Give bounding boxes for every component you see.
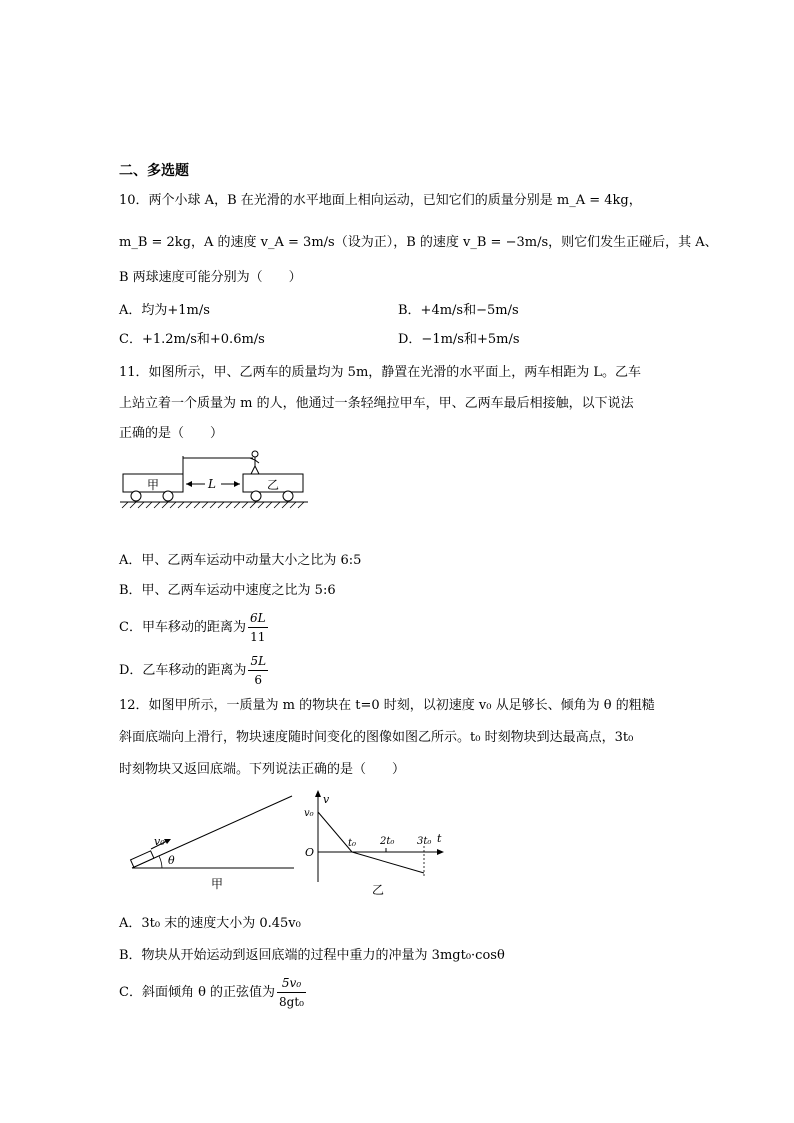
up-slope-line (318, 812, 352, 852)
x-axis-label: t (437, 832, 442, 845)
x-axis-arrow (437, 849, 444, 855)
v0-label: v₀ (154, 835, 165, 848)
q11-option-a[interactable]: A．甲、乙两车运动中动量大小之比为 6:5 (119, 553, 362, 568)
fraction-numerator: 5v₀ (277, 974, 306, 993)
q11-carts-figure (118, 448, 318, 516)
fraction-denominator: 6 (254, 673, 263, 687)
v0-tick-label: v₀ (304, 808, 314, 819)
q12-line3: 时刻物块又返回底端。下列说法正确的是（ ） (119, 762, 406, 777)
q12-vt-graph (300, 788, 450, 900)
q11-option-d[interactable] (119, 652, 268, 689)
q10-line1: 10．两个小球 A，B 在光滑的水平地面上相向运动，已知它们的质量分别是 m_A = 4kg， (119, 193, 642, 208)
cart-left-wheel-1 (131, 491, 141, 501)
arrow-right-head (234, 481, 240, 487)
q10-option-c[interactable]: C．+1.2m/s和+0.6m/s (119, 332, 265, 347)
q12-option-c-text: C．斜面倾角 θ 的正弦值为 (119, 985, 276, 1000)
fraction-numerator: 6L (248, 609, 268, 628)
y-axis-arrow (315, 790, 321, 797)
q12-option-c-fraction (277, 974, 306, 1011)
section-title: 二、多选题 (119, 163, 189, 179)
incline-slope (132, 796, 292, 868)
cart-left-wheel-2 (163, 491, 173, 501)
ground-hatch (122, 502, 304, 508)
q10-option-d[interactable]: D．−1m/s和+5m/s (398, 332, 520, 347)
cart-right-wheel-1 (251, 491, 261, 501)
q11-option-d-text: D．乙车移动的距离为 (119, 663, 247, 678)
theta-label: θ (168, 854, 175, 867)
2t0-tick-label: 2t₀ (380, 836, 395, 847)
down-slope-line (352, 852, 424, 873)
cart-left-label: 甲 (147, 478, 160, 492)
person-head (252, 451, 258, 457)
incline-block (131, 851, 154, 867)
cart-right-wheel-2 (283, 491, 293, 501)
q12-line2: 斜面底端向上滑行，物块速度随时间变化的图像如图乙所示。t₀ 时刻物块到达最高点，3t₀ (119, 730, 634, 745)
angle-arc (159, 856, 162, 868)
figure-right-caption: 乙 (372, 883, 385, 897)
q10-option-a[interactable]: A．均为+1m/s (119, 303, 210, 318)
q12-option-b[interactable]: B．物块从开始运动到返回底端的过程中重力的冲量为 3mgt₀·cosθ (119, 948, 505, 963)
fraction-numerator: 5L (248, 652, 268, 671)
figure-left-caption: 甲 (211, 877, 224, 891)
fraction-denominator: 8gt₀ (279, 995, 304, 1009)
q10-line3: B 两球速度可能分别为（ ） (119, 270, 302, 285)
q12-line1: 12．如图甲所示，一质量为 m 的物块在 t=0 时刻，以初速度 v₀ 从足够长、倾角为 θ 的粗糙 (119, 698, 655, 713)
q11-option-c-fraction (248, 609, 268, 646)
q11-line1: 11．如图所示，甲、乙两车的质量均为 5m，静置在光滑的水平面上，两车相距为 L。乙车 (119, 365, 642, 380)
q11-line3: 正确的是（ ） (119, 426, 224, 441)
t0-tick-label: t₀ (348, 838, 357, 849)
cart-right-label: 乙 (267, 478, 280, 492)
q11-option-c[interactable] (119, 609, 268, 646)
arrow-left-head (186, 481, 192, 487)
q10-line2: m_B = 2kg，A 的速度 v_A = 3m/s（设为正），B 的速度 v_B = −3m/s，则它们发生正碰后，其 A、 (119, 235, 718, 250)
3t0-tick-label: 3t₀ (417, 836, 432, 847)
q12-option-c[interactable] (119, 974, 306, 1011)
q12-option-a[interactable]: A．3t₀ 末的速度大小为 0.45v₀ (119, 916, 301, 931)
distance-label: L (208, 477, 216, 491)
q10-option-b[interactable]: B．+4m/s和−5m/s (398, 303, 519, 318)
q11-option-b[interactable]: B．甲、乙两车运动中速度之比为 5:6 (119, 583, 336, 598)
q11-line2: 上站立着一个质量为 m 的人，他通过一条轻绳拉甲车，甲、乙两车最后相接触，以下说法 (119, 396, 634, 411)
q11-option-d-fraction (248, 652, 268, 689)
origin-label: O (305, 846, 315, 859)
q12-incline-figure (126, 792, 298, 892)
fraction-denominator: 11 (250, 630, 266, 644)
q11-option-c-text: C．甲车移动的距离为 (119, 620, 246, 635)
y-axis-label: v (323, 793, 330, 806)
